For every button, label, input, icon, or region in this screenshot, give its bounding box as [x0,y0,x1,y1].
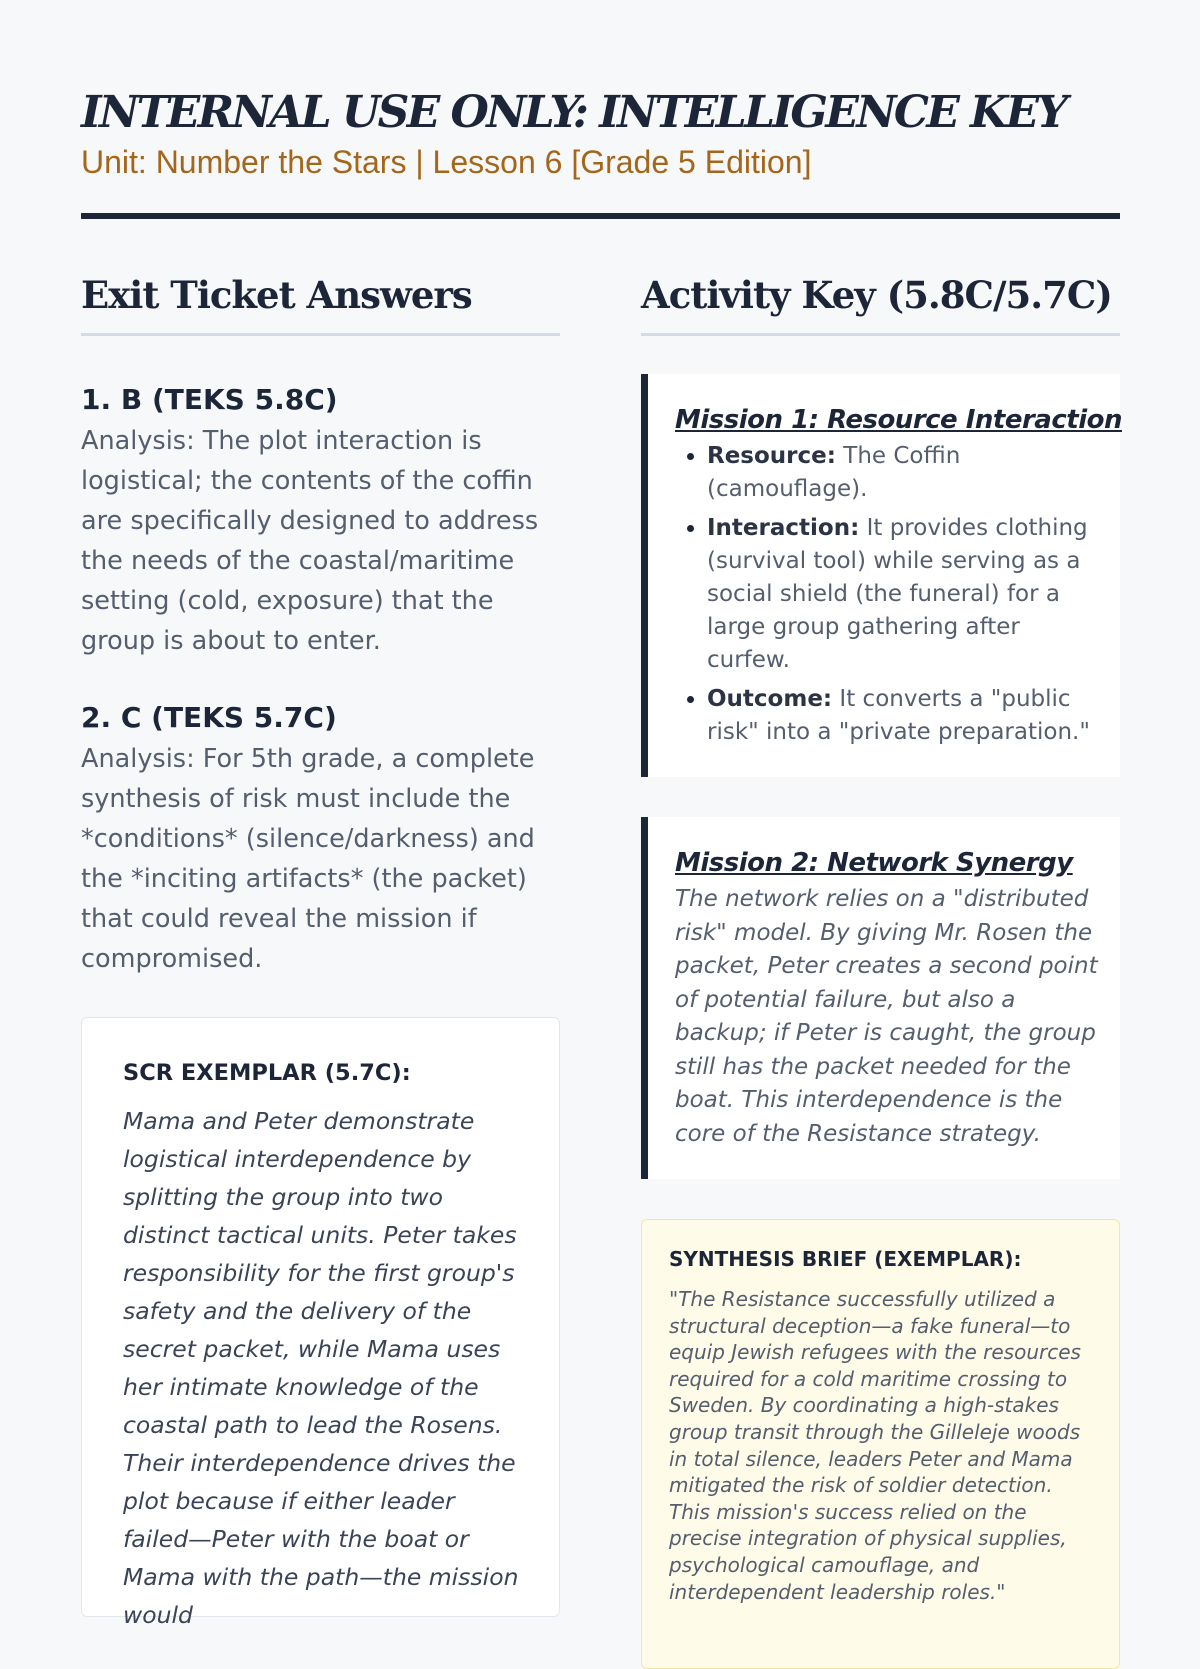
page-subtitle: Unit: Number the Stars | Lesson 6 [Grade 5 Edition] [81,144,812,180]
answer-analysis: Analysis: For 5th grade, a complete synthesis of risk must include the *conditions* (silence/darkness) and the *inciting artifacts* (the packet) that could reveal the mission if compromised. [81,744,535,974]
synthesis-brief-text: "The Resistance successfully utilized a structural deception—a fake funeral—to equip Jewish refugees with the resources required for a cold maritime crossing to Sweden. By coordinating a high-stakes group transit through the Gilleleje woods in total silence, leaders Peter and Mama mitigated the risk of soldier detection. This mission's success relied on the precise integration of physical supplies, psychological camouflage, and interdependent leadership roles." [669,1287,1081,1604]
exit-ticket-column [81,271,560,1629]
mission-2-card [641,817,1120,1179]
mission-2-title: Mission 2: Network Synergy [675,848,1073,878]
item-label: Resource: [707,443,836,469]
answer-item [81,699,560,979]
item-label: Interaction: [707,515,860,541]
answer-heading: 1. B (TEKS 5.8C) [81,383,338,416]
page-header [81,82,1120,183]
item-text: It provides clothing (survival tool) while serving as a social shield (the funeral) for a large group gathering after curfew. [707,515,1088,673]
answer-item [81,381,560,661]
page-title: INTERNAL USE ONLY: INTELLIGENCE KEY [81,87,1066,138]
synthesis-brief-card [641,1219,1120,1669]
activity-key-column [641,271,1120,1669]
mission-1-title: Mission 1: Resource Interaction [675,405,1122,435]
item-text: The Coffin (camouflage). [707,443,961,502]
exit-ticket-heading: Exit Ticket Answers [81,271,560,336]
scr-exemplar-card [81,1017,560,1629]
scr-exemplar-heading: SCR EXEMPLAR (5.7C): [123,1060,411,1086]
answer-heading: 2. C (TEKS 5.7C) [81,701,337,734]
item-text: It converts a "public risk" into a "private preparation." [707,686,1090,745]
mission-1-list [675,440,1100,749]
item-label: Outcome: [707,686,833,712]
list-item [707,440,1100,506]
list-item [707,683,1100,749]
mission-1-card [641,374,1120,777]
answer-analysis: Analysis: The plot interaction is logistical; the contents of the coffin are specifically designed to address the needs of the coastal/maritime setting (cold, exposure) that the group is about to enter. [81,426,539,656]
synthesis-brief-heading: SYNTHESIS BRIEF (EXEMPLAR): [669,1247,1022,1271]
list-item [707,512,1100,677]
scr-exemplar-text: Mama and Peter demonstrate logistical interdependence by splitting the group into two distinct tactical units. Peter takes responsibility for the first group's safety and the delivery of the secret packet, while Mama uses her intimate knowledge of the coastal path to lead the Rosens. Their interdependence drives the plot because if either leader failed—Peter with the boat or Mama with the path—the mission would [123,1107,519,1629]
header-divider [81,213,1120,219]
activity-key-heading: Activity Key (5.8C/5.7C) [641,271,1120,336]
mission-2-text: The network relies on a "distributed risk" model. By giving Mr. Rosen the packet, Peter creates a second point of potential failure, but also a backup; if Peter is caught, the group still has the packet needed for the boat. This interdependence is the core of the Resistance strategy. [675,886,1098,1147]
